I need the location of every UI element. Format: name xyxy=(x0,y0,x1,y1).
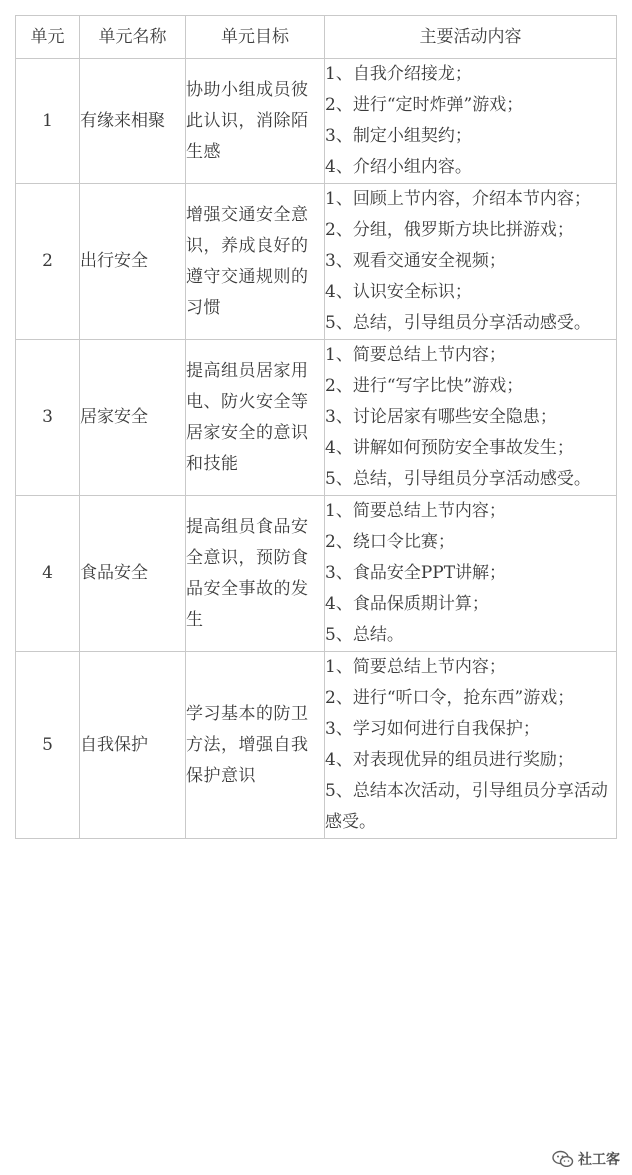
activity-item: 1、自我介绍接龙； xyxy=(325,64,472,84)
activity-list xyxy=(325,652,617,839)
activity-item: 1、简要总结上节内容； xyxy=(325,657,506,677)
activity-item: 2、分组，俄罗斯方块比拼游戏； xyxy=(325,220,574,240)
activity-item: 5、总结本次活动，引导组员分享活动感受。 xyxy=(325,781,608,832)
activity-item: 1、回顾上节内容，介绍本节内容； xyxy=(325,189,591,209)
activity-item: 3、观看交通安全视频； xyxy=(325,251,506,271)
activity-item: 4、讲解如何预防安全事故发生； xyxy=(325,438,574,458)
header-row xyxy=(16,16,617,59)
header-unit-goal: 单元目标 xyxy=(186,16,325,59)
unit-number: 4 xyxy=(16,496,80,652)
activity-item: 4、介绍小组内容。 xyxy=(325,157,472,177)
activity-item: 3、学习如何进行自我保护； xyxy=(325,719,540,739)
activity-item: 2、进行“写字比快”游戏； xyxy=(325,376,524,396)
activity-item: 3、讨论居家有哪些安全隐患； xyxy=(325,407,557,427)
table-row xyxy=(16,340,617,496)
header-unit-name: 单元名称 xyxy=(80,16,186,59)
unit-name: 自我保护 xyxy=(80,652,186,839)
activity-list xyxy=(325,340,617,496)
wechat-icon xyxy=(552,1150,574,1168)
unit-number: 1 xyxy=(16,59,80,184)
watermark-text: 社工客 xyxy=(578,1152,620,1168)
activity-item: 4、对表现优异的组员进行奖励； xyxy=(325,750,574,770)
table-row xyxy=(16,496,617,652)
activity-item: 2、进行“定时炸弹”游戏； xyxy=(325,95,524,115)
unit-name: 食品安全 xyxy=(80,496,186,652)
activity-item: 5、总结，引导组员分享活动感受。 xyxy=(325,313,591,333)
unit-name: 出行安全 xyxy=(80,184,186,340)
activity-item: 2、绕口令比赛； xyxy=(325,532,455,552)
activity-item: 1、简要总结上节内容； xyxy=(325,345,506,365)
unit-number: 2 xyxy=(16,184,80,340)
unit-goal: 学习基本的防卫方法，增强自我保护意识 xyxy=(186,652,325,839)
activity-item: 4、认识安全标识； xyxy=(325,282,472,302)
unit-goal: 提高组员食品安全意识，预防食品安全事故的发生 xyxy=(186,496,325,652)
activity-list xyxy=(325,496,617,652)
watermark xyxy=(552,1149,620,1169)
activity-list xyxy=(325,59,617,184)
unit-number: 3 xyxy=(16,340,80,496)
unit-name: 居家安全 xyxy=(80,340,186,496)
activity-item: 3、食品安全PPT讲解； xyxy=(325,563,507,583)
table-row xyxy=(16,652,617,839)
activity-list xyxy=(325,184,617,340)
header-unit: 单元 xyxy=(16,16,80,59)
header-activities: 主要活动内容 xyxy=(325,16,617,59)
activity-plan-table xyxy=(15,15,617,839)
unit-number: 5 xyxy=(16,652,80,839)
activity-item: 2、进行“听口令，抢东西”游戏； xyxy=(325,688,575,708)
table-row xyxy=(16,184,617,340)
table-row xyxy=(16,59,617,184)
activity-item: 5、总结，引导组员分享活动感受。 xyxy=(325,469,591,489)
unit-name: 有缘来相聚 xyxy=(80,59,186,184)
activity-item: 4、食品保质期计算； xyxy=(325,594,489,614)
activity-item: 3、制定小组契约； xyxy=(325,126,472,146)
unit-goal: 增强交通安全意识，养成良好的遵守交通规则的习惯 xyxy=(186,184,325,340)
activity-item: 1、简要总结上节内容； xyxy=(325,501,506,521)
activity-item: 5、总结。 xyxy=(325,625,404,645)
unit-goal: 协助小组成员彼此认识，消除陌生感 xyxy=(186,59,325,184)
unit-goal: 提高组员居家用电、防火安全等居家安全的意识和技能 xyxy=(186,340,325,496)
